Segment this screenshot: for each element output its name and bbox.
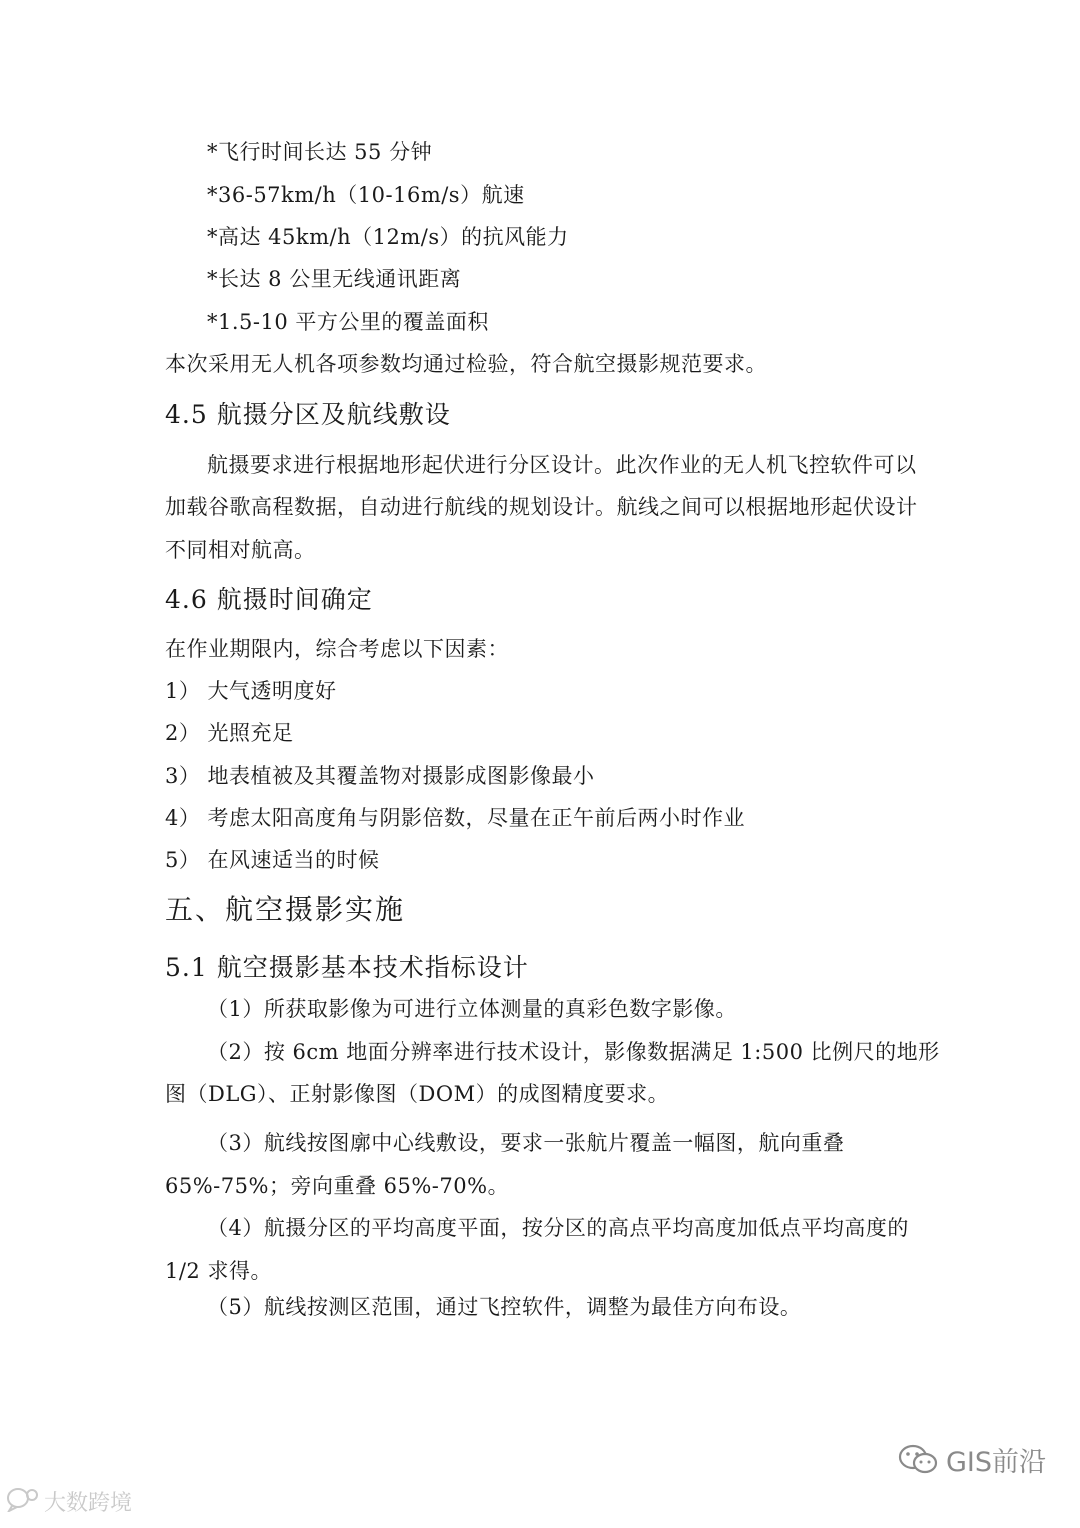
list-item-factor-2: 2） 光照充足 (165, 721, 294, 745)
spec-wind-resistance: *高达 45km/h（12m/s）的抗风能力 (207, 225, 569, 249)
watermark-left-text: 大数跨境 (44, 1491, 133, 1516)
spec-item-3-line-2: 65%-75%；旁向重叠 65%-70%。 (165, 1174, 510, 1198)
wechat-icon (898, 1444, 938, 1476)
spec-item-2-line-1: （2）按 6cm 地面分辨率进行技术设计，影像数据满足 1:500 比例尺的地形 (207, 1040, 940, 1064)
spec-comm-range: *长达 8 公里无线通讯距离 (207, 267, 462, 291)
paragraph-zoning-line-1: 航摄要求进行根据地形起伏进行分区设计。此次作业的无人机飞控软件可以 (207, 453, 917, 477)
spec-flight-time: *飞行时间长达 55 分钟 (207, 140, 433, 164)
spec-item-1: （1）所获取影像为可进行立体测量的真彩色数字影像。 (207, 997, 737, 1021)
spec-item-4-line-1: （4）航摄分区的平均高度平面，按分区的高点平均高度加低点平均高度的 (207, 1216, 909, 1240)
watermark-left (6, 1486, 132, 1517)
spec-coverage: *1.5-10 平方公里的覆盖面积 (207, 310, 489, 334)
list-item-factor-4: 4） 考虑太阳高度角与阴影倍数，尽量在正午前后两小时作业 (165, 806, 746, 830)
list-item-factor-1: 1） 大气透明度好 (165, 679, 337, 703)
heading-4-5: 4.5 航摄分区及航线敷设 (165, 400, 451, 429)
heading-4-6: 4.6 航摄时间确定 (165, 585, 373, 614)
paragraph-zoning-line-3: 不同相对航高。 (165, 538, 316, 562)
watermark-right (898, 1440, 1046, 1479)
bubble-logo-icon (6, 1486, 40, 1517)
watermark-right-text: GIS前沿 (946, 1447, 1047, 1478)
paragraph-zoning-line-2: 加载谷歌高程数据，自动进行航线的规划设计。航线之间可以根据地形起伏设计 (165, 495, 918, 519)
chapter-5-heading: 五、航空摄影实施 (165, 893, 406, 926)
list-item-factor-5: 5） 在风速适当的时候 (165, 848, 380, 872)
spec-item-3-line-1: （3）航线按图廓中心线敷设，要求一张航片覆盖一幅图，航向重叠 (207, 1131, 845, 1155)
spec-item-4-line-2: 1/2 求得。 (165, 1259, 272, 1283)
spec-speed: *36-57km/h（10-16m/s）航速 (207, 183, 525, 207)
spec-item-2-line-2: 图（DLG）、正射影像图（DOM）的成图精度要求。 (165, 1082, 670, 1106)
paragraph-factors-intro: 在作业期限内，综合考虑以下因素： (165, 637, 509, 661)
paragraph-params-check: 本次采用无人机各项参数均通过检验，符合航空摄影规范要求。 (165, 352, 767, 376)
list-item-factor-3: 3） 地表植被及其覆盖物对摄影成图影像最小 (165, 764, 595, 788)
spec-item-5: （5）航线按测区范围，通过飞控软件，调整为最佳方向布设。 (207, 1295, 802, 1319)
heading-5-1: 5.1 航空摄影基本技术指标设计 (165, 953, 529, 982)
